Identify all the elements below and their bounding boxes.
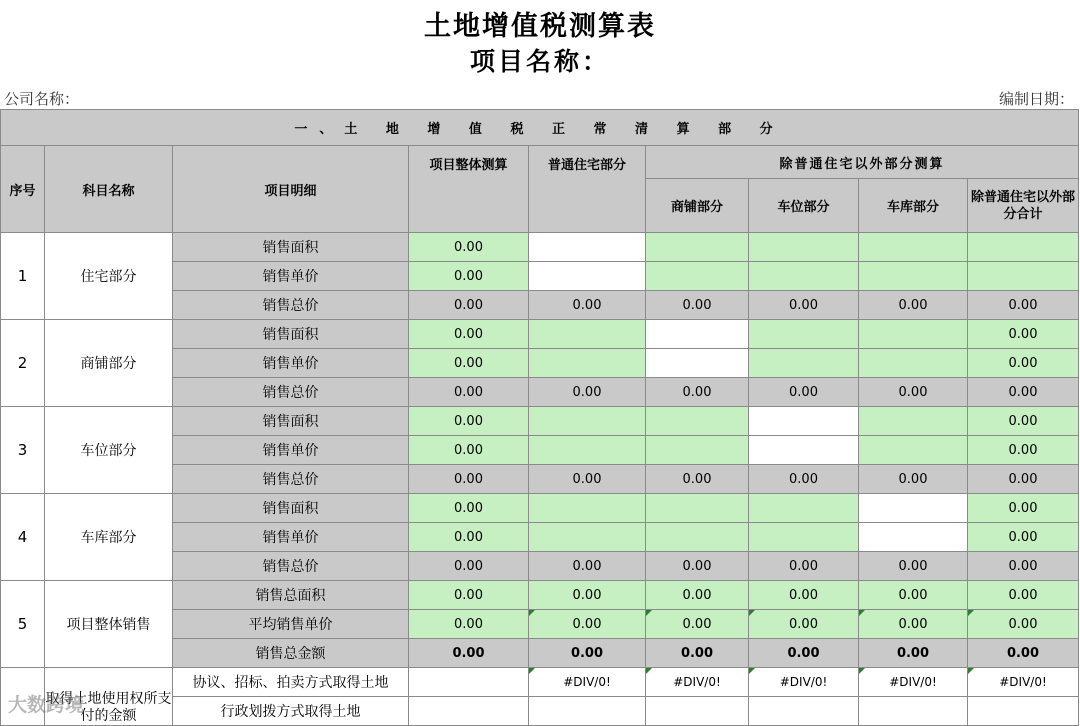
company-name-label: 公司名称： bbox=[4, 90, 80, 108]
row-subject: 取得土地使用权所支付的金额 bbox=[45, 668, 173, 726]
row-subject: 项目整体销售 bbox=[45, 581, 173, 668]
value-cell[interactable]: 0.00 bbox=[859, 378, 968, 407]
value-cell[interactable]: #DIV/0! bbox=[968, 668, 1079, 697]
compile-date-label: 编制日期： bbox=[998, 90, 1074, 108]
table-row bbox=[1, 233, 1079, 262]
row-detail-label: 销售单价 bbox=[173, 349, 409, 378]
value-cell[interactable]: 0.00 bbox=[646, 610, 749, 639]
value-cell[interactable] bbox=[646, 233, 749, 262]
value-cell[interactable]: 0.00 bbox=[749, 465, 859, 494]
header-other-group: 除普通住宅以外部分测算 bbox=[646, 146, 1079, 179]
row-seq: 5 bbox=[1, 581, 45, 668]
value-cell[interactable] bbox=[749, 349, 859, 378]
value-cell[interactable] bbox=[529, 436, 646, 465]
value-cell[interactable] bbox=[749, 436, 859, 465]
row-seq: 3 bbox=[1, 407, 45, 494]
value-cell[interactable]: 0.00 bbox=[968, 465, 1079, 494]
value-cell[interactable] bbox=[968, 233, 1079, 262]
value-cell[interactable]: 0.00 bbox=[859, 552, 968, 581]
value-cell[interactable]: 0.00 bbox=[529, 465, 646, 494]
row-seq: 4 bbox=[1, 494, 45, 581]
row-detail-label: 销售单价 bbox=[173, 262, 409, 291]
value-cell[interactable] bbox=[529, 233, 646, 262]
value-cell[interactable]: 0.00 bbox=[968, 552, 1079, 581]
row-subject: 车库部分 bbox=[45, 494, 173, 581]
value-cell[interactable]: #DIV/0! bbox=[749, 668, 859, 697]
table-row bbox=[1, 581, 1079, 610]
value-cell[interactable] bbox=[529, 320, 646, 349]
value-cell[interactable] bbox=[859, 233, 968, 262]
value-cell[interactable] bbox=[529, 494, 646, 523]
value-cell[interactable]: 0.00 bbox=[749, 639, 859, 668]
value-cell[interactable]: 0.00 bbox=[409, 320, 529, 349]
value-cell[interactable] bbox=[859, 436, 968, 465]
value-cell[interactable]: 0.00 bbox=[409, 436, 529, 465]
row-detail-label: 行政划拨方式取得土地 bbox=[173, 697, 409, 726]
value-cell[interactable]: 0.00 bbox=[646, 639, 749, 668]
header-overall: 项目整体测算 bbox=[409, 146, 529, 233]
value-cell[interactable] bbox=[529, 523, 646, 552]
value-cell[interactable]: 0.00 bbox=[409, 639, 529, 668]
value-cell[interactable]: 0.00 bbox=[409, 407, 529, 436]
value-cell[interactable] bbox=[646, 349, 749, 378]
value-cell[interactable]: 0.00 bbox=[749, 581, 859, 610]
table-row bbox=[1, 320, 1079, 349]
value-cell[interactable]: 0.00 bbox=[409, 581, 529, 610]
value-cell[interactable]: 0.00 bbox=[529, 378, 646, 407]
row-detail-label: 销售单价 bbox=[173, 436, 409, 465]
value-cell[interactable]: 0.00 bbox=[409, 552, 529, 581]
value-cell[interactable]: 0.00 bbox=[749, 291, 859, 320]
value-cell[interactable]: 0.00 bbox=[859, 465, 968, 494]
table-row bbox=[1, 407, 1079, 436]
value-cell[interactable]: 0.00 bbox=[409, 523, 529, 552]
value-cell[interactable] bbox=[529, 697, 646, 726]
value-cell[interactable]: 0.00 bbox=[968, 436, 1079, 465]
value-cell[interactable] bbox=[749, 407, 859, 436]
value-cell[interactable]: 0.00 bbox=[646, 378, 749, 407]
row-seq: 2 bbox=[1, 320, 45, 407]
row-detail-label: 销售总价 bbox=[173, 465, 409, 494]
value-cell[interactable]: 0.00 bbox=[409, 233, 529, 262]
value-cell[interactable] bbox=[409, 668, 529, 697]
value-cell[interactable]: 0.00 bbox=[646, 552, 749, 581]
value-cell[interactable] bbox=[859, 349, 968, 378]
value-cell[interactable] bbox=[529, 349, 646, 378]
tax-calculation-table bbox=[0, 109, 1079, 726]
header-subject: 科目名称 bbox=[45, 146, 173, 233]
value-cell[interactable] bbox=[859, 407, 968, 436]
value-cell[interactable]: 0.00 bbox=[409, 291, 529, 320]
value-cell[interactable] bbox=[646, 262, 749, 291]
value-cell[interactable] bbox=[749, 320, 859, 349]
value-cell[interactable]: 0.00 bbox=[859, 581, 968, 610]
value-cell[interactable] bbox=[859, 262, 968, 291]
header-shop: 商铺部分 bbox=[646, 179, 749, 233]
value-cell[interactable]: 0.00 bbox=[749, 378, 859, 407]
watermark-logo: 大数跨境 bbox=[8, 694, 85, 716]
header-seq: 序号 bbox=[1, 146, 45, 233]
value-cell[interactable] bbox=[749, 697, 859, 726]
value-cell[interactable]: 0.00 bbox=[968, 349, 1079, 378]
header-detail: 项目明细 bbox=[173, 146, 409, 233]
value-cell[interactable] bbox=[409, 697, 529, 726]
value-cell[interactable] bbox=[968, 697, 1079, 726]
value-cell[interactable]: #DIV/0! bbox=[859, 668, 968, 697]
header-garage: 车库部分 bbox=[859, 179, 968, 233]
value-cell[interactable]: 0.00 bbox=[859, 610, 968, 639]
value-cell[interactable]: 0.00 bbox=[409, 610, 529, 639]
header-normal: 普通住宅部分 bbox=[529, 146, 646, 233]
row-detail-label: 销售总价 bbox=[173, 291, 409, 320]
value-cell[interactable] bbox=[859, 494, 968, 523]
value-cell[interactable] bbox=[646, 407, 749, 436]
value-cell[interactable] bbox=[749, 494, 859, 523]
value-cell[interactable]: 0.00 bbox=[749, 552, 859, 581]
value-cell[interactable] bbox=[646, 523, 749, 552]
value-cell[interactable]: #DIV/0! bbox=[646, 668, 749, 697]
section-title: 一、土 地 增 值 税 正 常 清 算 部 分 bbox=[1, 110, 1079, 146]
value-cell[interactable] bbox=[859, 523, 968, 552]
row-detail-label: 协议、招标、拍卖方式取得土地 bbox=[173, 668, 409, 697]
row-detail-label: 平均销售单价 bbox=[173, 610, 409, 639]
row-subject: 住宅部分 bbox=[45, 233, 173, 320]
value-cell[interactable]: 0.00 bbox=[409, 465, 529, 494]
row-detail-label: 销售总价 bbox=[173, 378, 409, 407]
value-cell[interactable] bbox=[749, 523, 859, 552]
value-cell[interactable]: 0.00 bbox=[968, 523, 1079, 552]
value-cell[interactable] bbox=[646, 494, 749, 523]
value-cell[interactable] bbox=[529, 262, 646, 291]
value-cell[interactable] bbox=[859, 320, 968, 349]
value-cell[interactable]: 0.00 bbox=[749, 610, 859, 639]
value-cell[interactable]: 0.00 bbox=[968, 639, 1079, 668]
row-seq: 1 bbox=[1, 233, 45, 320]
row-detail-label: 销售面积 bbox=[173, 233, 409, 262]
header-parking: 车位部分 bbox=[749, 179, 859, 233]
row-detail-label: 销售面积 bbox=[173, 320, 409, 349]
row-detail-label: 销售总金额 bbox=[173, 639, 409, 668]
row-subject: 车位部分 bbox=[45, 407, 173, 494]
value-cell[interactable] bbox=[646, 697, 749, 726]
row-detail-label: 销售面积 bbox=[173, 407, 409, 436]
value-cell[interactable]: 0.00 bbox=[646, 291, 749, 320]
value-cell[interactable]: 0.00 bbox=[529, 581, 646, 610]
value-cell[interactable]: 0.00 bbox=[968, 610, 1079, 639]
value-cell[interactable]: 0.00 bbox=[646, 465, 749, 494]
value-cell[interactable]: 0.00 bbox=[968, 494, 1079, 523]
value-cell[interactable]: 0.00 bbox=[646, 581, 749, 610]
row-subject: 商铺部分 bbox=[45, 320, 173, 407]
row-detail-label: 销售总面积 bbox=[173, 581, 409, 610]
sheet-title: 土地增值税测算表 bbox=[424, 11, 656, 42]
value-cell[interactable]: 0.00 bbox=[409, 349, 529, 378]
value-cell[interactable]: 0.00 bbox=[968, 378, 1079, 407]
value-cell[interactable] bbox=[968, 262, 1079, 291]
value-cell[interactable]: 0.00 bbox=[529, 610, 646, 639]
header-other-total: 除普通住宅以外部分合计 bbox=[968, 179, 1079, 233]
value-cell[interactable]: 0.00 bbox=[968, 407, 1079, 436]
value-cell[interactable] bbox=[749, 233, 859, 262]
value-cell[interactable] bbox=[859, 697, 968, 726]
value-cell[interactable] bbox=[529, 407, 646, 436]
value-cell[interactable]: 0.00 bbox=[968, 291, 1079, 320]
value-cell[interactable]: 0.00 bbox=[529, 639, 646, 668]
row-detail-label: 销售面积 bbox=[173, 494, 409, 523]
value-cell[interactable] bbox=[646, 320, 749, 349]
value-cell[interactable]: 0.00 bbox=[859, 291, 968, 320]
row-detail-label: 销售总价 bbox=[173, 552, 409, 581]
value-cell[interactable]: 0.00 bbox=[529, 291, 646, 320]
value-cell[interactable]: 0.00 bbox=[968, 320, 1079, 349]
value-cell[interactable]: 0.00 bbox=[409, 378, 529, 407]
value-cell[interactable]: 0.00 bbox=[409, 494, 529, 523]
value-cell[interactable]: 0.00 bbox=[968, 581, 1079, 610]
value-cell[interactable] bbox=[646, 436, 749, 465]
value-cell[interactable]: 0.00 bbox=[859, 639, 968, 668]
row-detail-label: 销售单价 bbox=[173, 523, 409, 552]
value-cell[interactable]: #DIV/0! bbox=[529, 668, 646, 697]
value-cell[interactable]: 0.00 bbox=[529, 552, 646, 581]
table-row bbox=[1, 668, 1079, 697]
project-name-label: 项目名称： bbox=[469, 47, 610, 76]
value-cell[interactable]: 0.00 bbox=[409, 262, 529, 291]
table-row bbox=[1, 494, 1079, 523]
value-cell[interactable] bbox=[749, 262, 859, 291]
